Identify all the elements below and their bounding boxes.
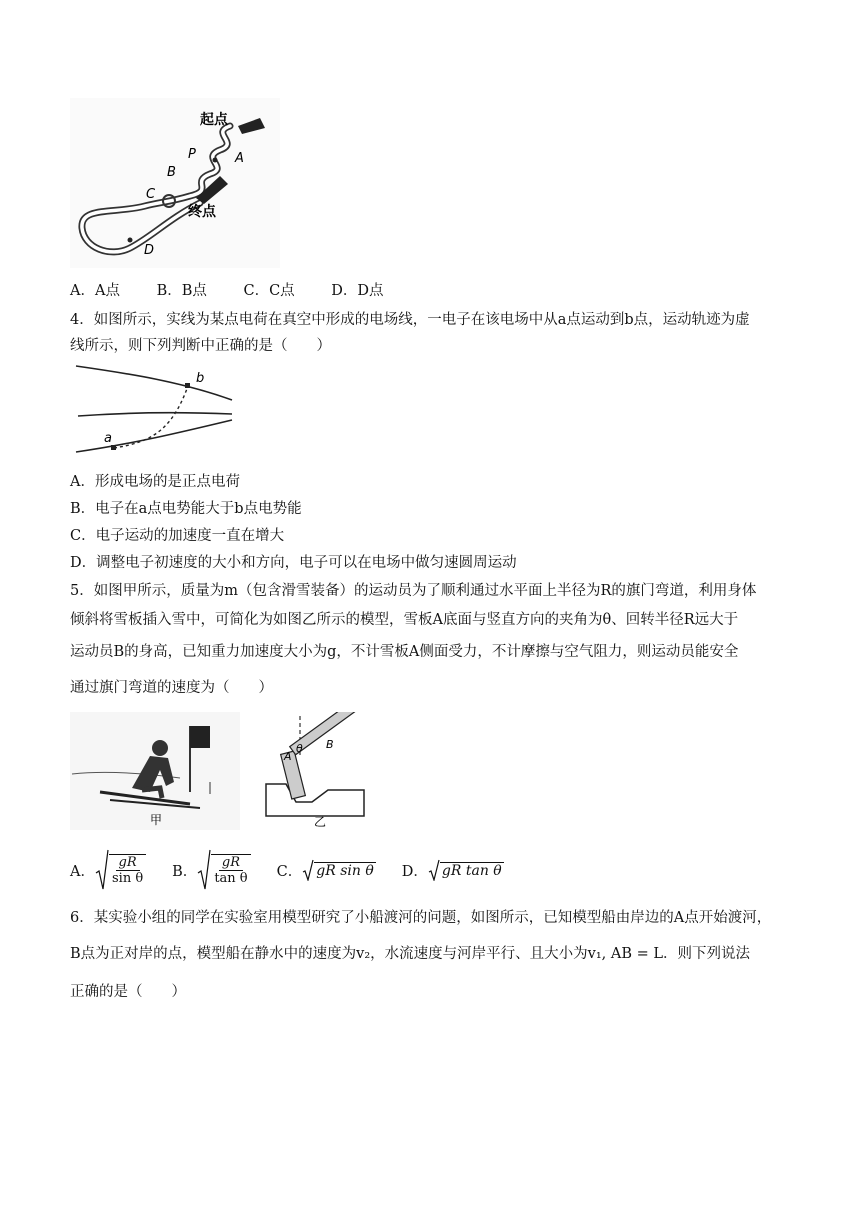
q5-option-c[interactable] xyxy=(277,859,376,881)
q5-option-b-prefix: B． xyxy=(172,863,198,880)
field-label-b: b xyxy=(196,371,205,386)
q5-option-d-expr: gR tan θ xyxy=(441,862,502,879)
label-start: 起点 xyxy=(200,112,228,128)
q5-option-c-prefix: C． xyxy=(276,863,303,880)
q5-stem-line2: 倾斜将雪板插入雪中，可简化为如图乙所示的模型，雪板A底面与竖直方向的夹角为θ、回转半径R远大于 xyxy=(70,612,739,628)
q6-stem-line1: 6．某实验小组的同学在实验室用模型研究了小船渡河的问题，如图所示，已知模型船由岸边的A点开始渡河， xyxy=(70,910,772,926)
skier-figure xyxy=(70,712,240,830)
q5-option-a-num: gR xyxy=(116,855,140,871)
q5-stem-line1: 5．如图甲所示，质量为m（包含滑雪装备）的运动员为了顺利通过水平面上半径为R的旗门弯道，利用身体 xyxy=(70,583,757,599)
sqrt-icon xyxy=(197,849,250,891)
sqrt-icon xyxy=(428,859,504,881)
q5-option-d[interactable] xyxy=(402,859,504,881)
q5-option-c-expr: gR sin θ xyxy=(316,862,374,879)
label-B: B xyxy=(167,165,176,180)
label-D: D xyxy=(144,243,155,258)
q3-option-b[interactable]: B．B点 xyxy=(156,283,207,299)
model-label-B: B xyxy=(326,738,334,751)
q4-option-a[interactable]: A．形成电场的是正点电荷 xyxy=(70,474,240,490)
q5-option-a[interactable] xyxy=(70,849,146,891)
q3-options xyxy=(70,281,416,301)
q5-option-b-den: tan θ xyxy=(214,871,248,886)
q5-options xyxy=(70,848,504,892)
q4-option-d[interactable]: D．调整电子初速度的大小和方向，电子可以在电场中做匀速圆周运动 xyxy=(70,555,517,571)
sqrt-icon xyxy=(95,849,146,891)
q5-option-a-prefix: A． xyxy=(70,863,95,880)
q5-option-b-num: gR xyxy=(219,855,243,871)
q5-stem-line4: 通过旗门弯道的速度为（ ） xyxy=(70,680,273,696)
q4-stem-line1: 4．如图所示，实线为某点电荷在真空中形成的电场线，一电子在该电场中从a点运动到b点，运动轨迹为虚 xyxy=(70,312,750,328)
q6-stem-line2: B点为正对岸的点，模型船在静水中的速度为v₂，水流速度与河岸平行、且大小为v₁, AB = L．则下列说法 xyxy=(70,946,751,962)
q5-option-a-den: sin θ xyxy=(111,871,144,886)
field-label-a: a xyxy=(104,431,112,446)
q5-stem-line3: 运动员B的身高，已知重力加速度大小为g，不计雪板A侧面受力，不计摩擦与空气阻力，则运动员能安全 xyxy=(70,644,739,660)
electric-field-figure xyxy=(72,360,238,462)
q3-option-c[interactable]: C．C点 xyxy=(243,283,295,299)
ski-course-figure xyxy=(70,98,280,268)
model-figure xyxy=(256,712,376,830)
q3-option-d[interactable]: D．D点 xyxy=(331,283,384,299)
label-C: C xyxy=(146,187,156,202)
caption-jia: 甲 xyxy=(150,813,163,827)
q5-option-d-prefix: D． xyxy=(401,863,428,880)
q6-stem-line3: 正确的是（ ） xyxy=(70,984,186,1000)
q5-option-b[interactable] xyxy=(172,849,250,891)
model-label-theta: θ xyxy=(296,742,303,755)
q4-option-b[interactable]: B．电子在a点电势能大于b点电势能 xyxy=(70,501,302,517)
q3-option-a[interactable]: A．A点 xyxy=(70,283,120,299)
q4-option-c[interactable]: C．电子运动的加速度一直在增大 xyxy=(70,528,285,544)
label-P: P xyxy=(188,147,196,162)
sqrt-icon xyxy=(302,859,376,881)
label-end: 终点 xyxy=(188,204,216,220)
caption-yi: 乙 xyxy=(314,815,327,829)
q4-stem-line2: 线所示，则下列判断中正确的是（ ） xyxy=(70,338,331,354)
model-label-A: A xyxy=(284,750,292,763)
label-A: A xyxy=(235,151,244,166)
